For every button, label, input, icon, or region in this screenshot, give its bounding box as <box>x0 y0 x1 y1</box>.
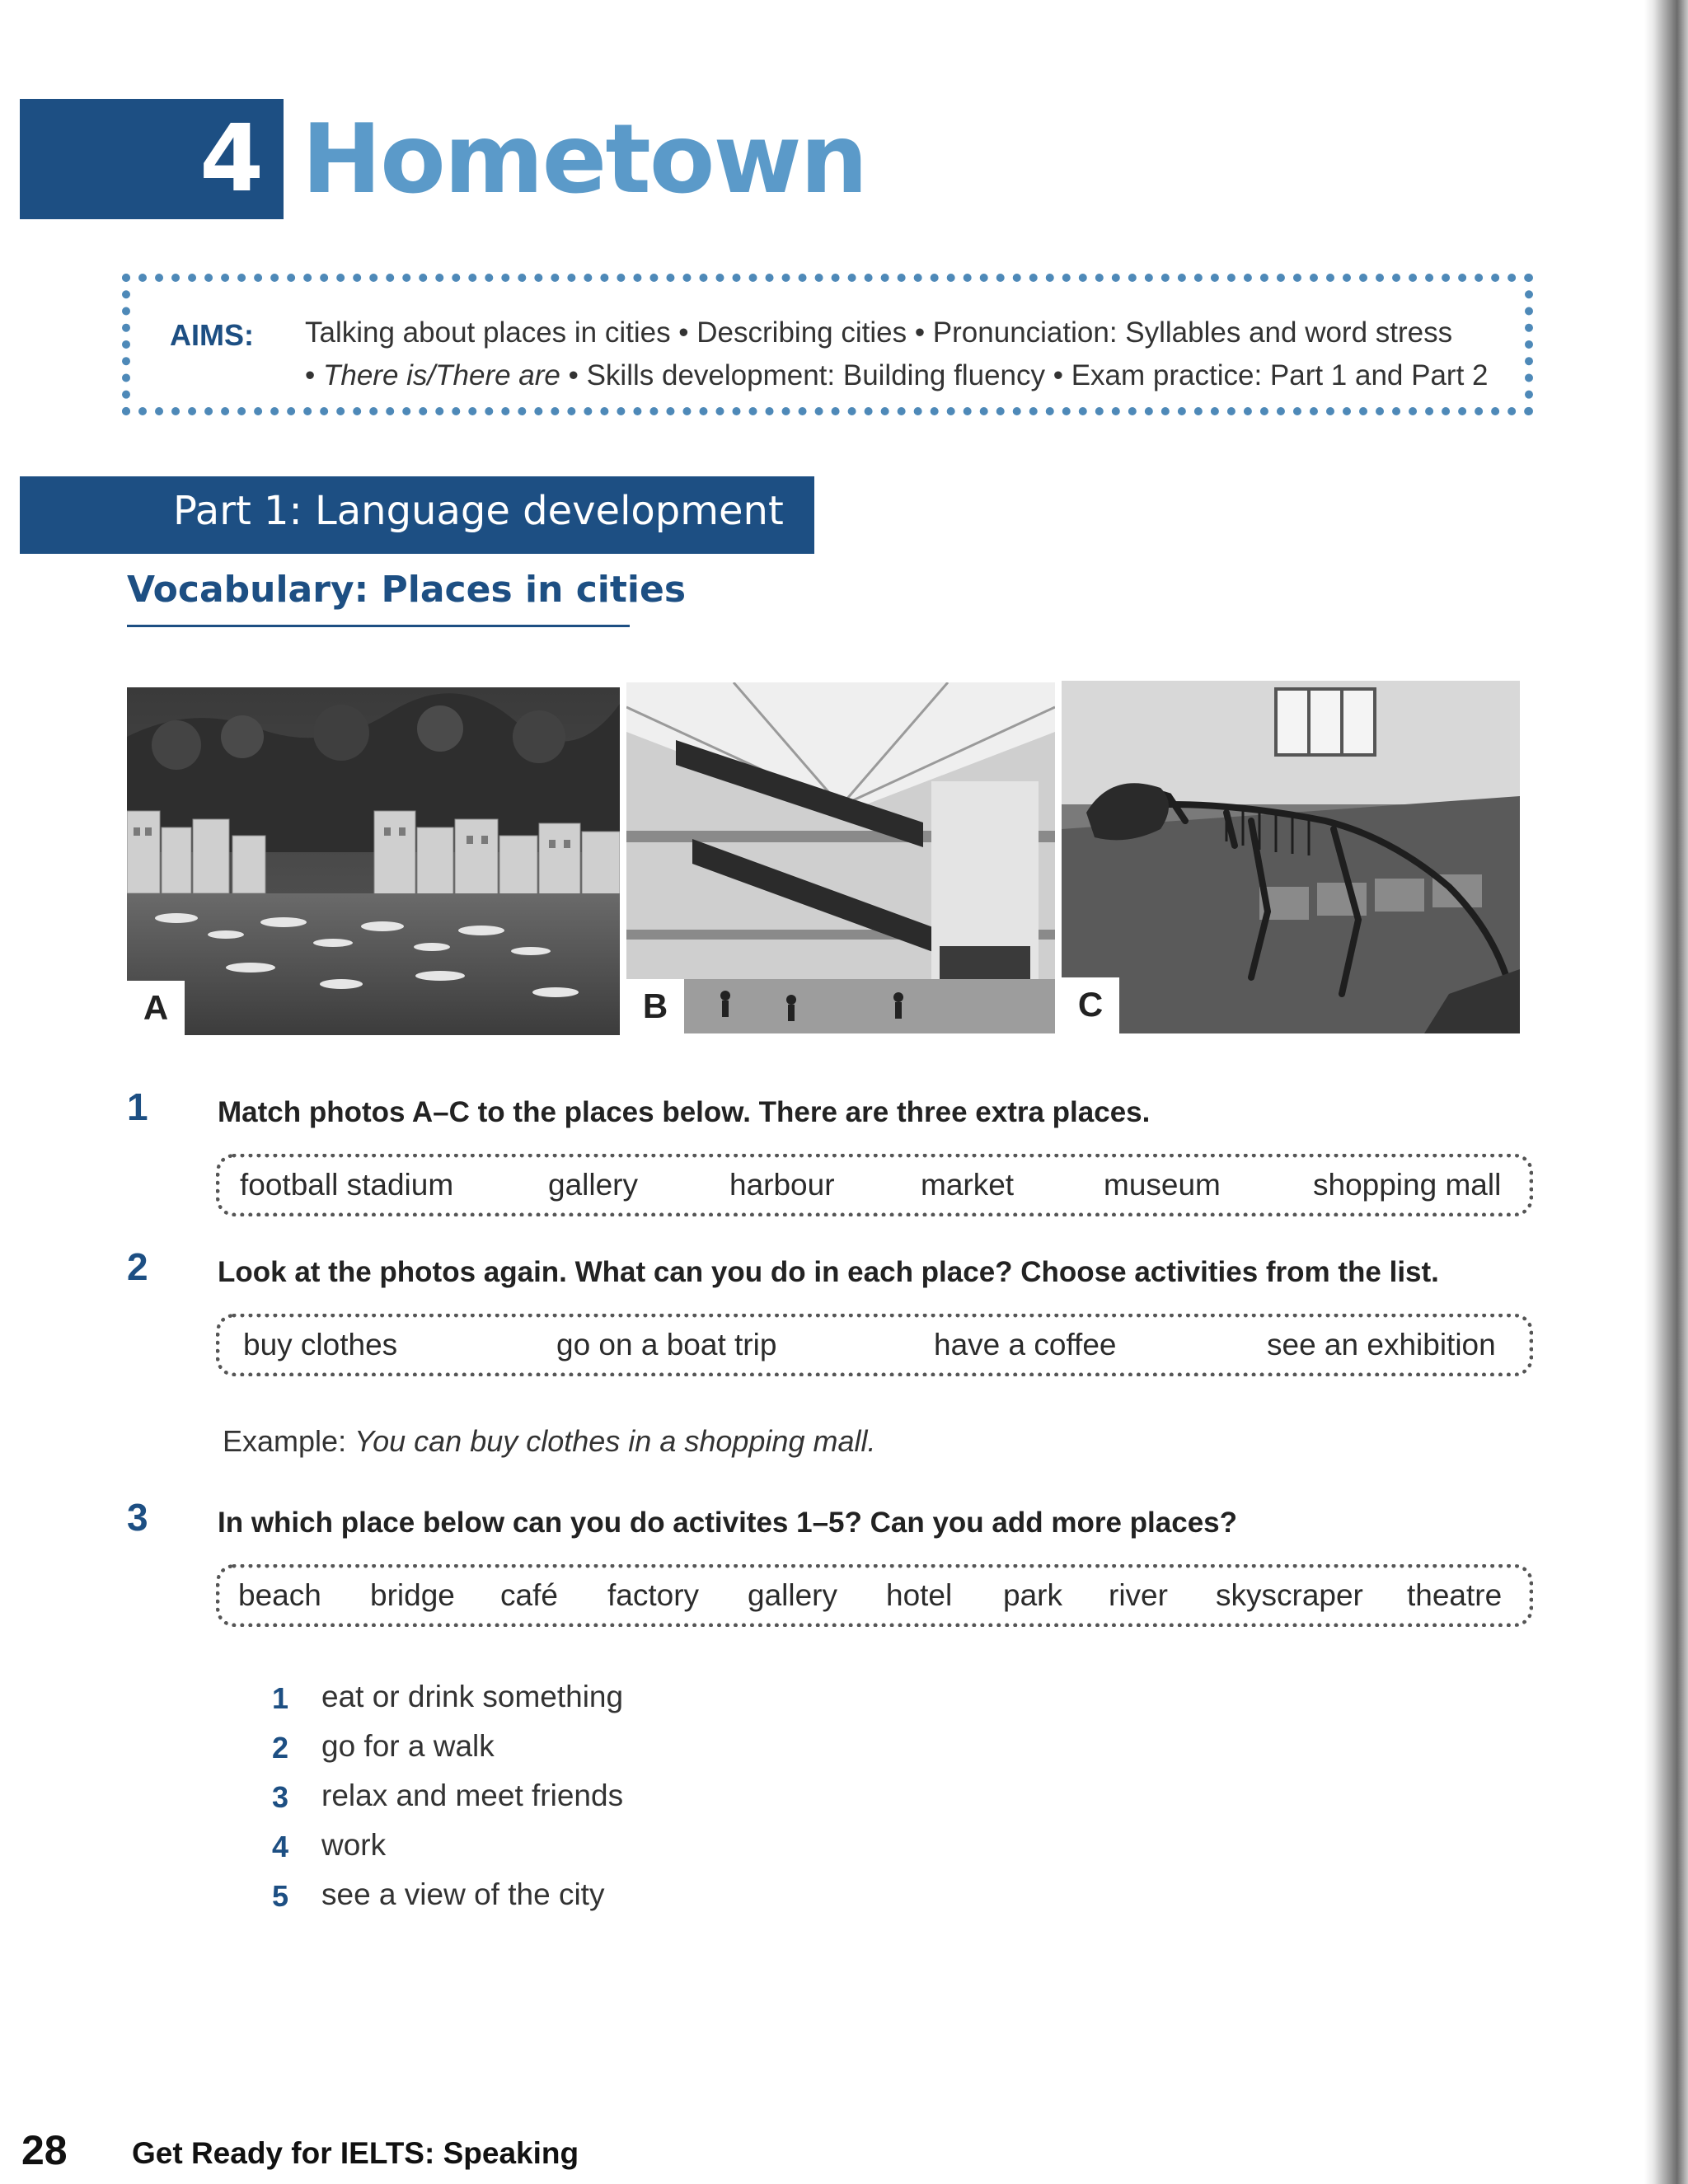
word-box-3-item: gallery <box>748 1578 837 1612</box>
word-box-2-item: see an exhibition <box>1267 1328 1496 1361</box>
exercise-2-number: 2 <box>127 1245 148 1288</box>
word-box-2-item: go on a boat trip <box>556 1328 777 1361</box>
exercise-2-word-box <box>216 1314 1533 1376</box>
photo-a-harbour <box>127 687 620 1035</box>
activity-number: 4 <box>272 1830 289 1863</box>
activity-text: go for a walk <box>321 1729 495 1763</box>
word-box-3-item: skyscraper <box>1216 1578 1363 1612</box>
word-box-3-item: factory <box>607 1578 700 1612</box>
photo-label-a: A <box>127 981 185 1038</box>
activity-number: 2 <box>272 1731 289 1765</box>
page-number: 28 <box>21 2127 68 2173</box>
word-box-2-item: have a coffee <box>934 1328 1117 1361</box>
aims-bullet: • <box>305 359 323 391</box>
aims-grammar-point: There is/There are <box>322 359 560 391</box>
exercise-1-instruction: Match photos A–C to the places below. There are three extra places. <box>218 1096 1151 1128</box>
activity-number: 3 <box>272 1780 289 1814</box>
photo-c-museum <box>1062 681 1520 1033</box>
exercise-3-instruction: In which place below can you do activites 1–5? Can you add more places? <box>218 1507 1238 1539</box>
example-label: Example: <box>223 1424 355 1458</box>
word-box-1-item: shopping mall <box>1313 1168 1502 1202</box>
chapter-title: Hometown <box>302 104 867 215</box>
section-title-underline <box>127 625 630 627</box>
aims-line-2-rest: • Skills development: Building fluency • Exam practice: Part 1 and Part 2 <box>560 359 1489 391</box>
page-gutter-shadow <box>1644 0 1688 2184</box>
word-box-1-item: harbour <box>729 1168 835 1202</box>
chapter-number-block <box>20 99 284 219</box>
photo-label-b: B <box>626 979 684 1037</box>
word-box-3-item: theatre <box>1407 1578 1503 1612</box>
activity-number: 5 <box>272 1879 289 1913</box>
aims-line-1: Talking about places in cities • Describing cities • Pronunciation: Syllables and word stress <box>305 316 1453 349</box>
chapter-number: 4 <box>199 105 264 213</box>
word-box-3-item: café <box>500 1578 558 1612</box>
word-box-3-item: river <box>1109 1578 1168 1612</box>
activity-text: relax and meet friends <box>321 1779 624 1812</box>
word-box-3-item: bridge <box>370 1578 455 1612</box>
activity-text: work <box>321 1828 387 1862</box>
aims-box <box>122 274 1533 415</box>
book-title: Get Ready for IELTS: Speaking <box>132 2136 579 2170</box>
word-box-1-item: market <box>921 1168 1015 1202</box>
activity-number: 1 <box>272 1681 289 1715</box>
activity-text: eat or drink something <box>321 1680 624 1713</box>
exercise-2-example <box>223 1424 876 1459</box>
photo-label-c: C <box>1062 977 1119 1035</box>
word-box-2-item: buy clothes <box>243 1328 398 1361</box>
photo-b-shopping-mall <box>626 682 1055 1033</box>
part-banner <box>20 476 814 554</box>
exercise-3-word-box <box>216 1564 1533 1627</box>
exercise-1-number: 1 <box>127 1085 148 1128</box>
word-box-1-item: museum <box>1104 1168 1221 1202</box>
word-box-1-item: football stadium <box>240 1168 454 1202</box>
part-title: Part 1: Language development <box>173 488 784 534</box>
word-box-1-item: gallery <box>548 1168 638 1202</box>
word-box-3-item: beach <box>238 1578 321 1612</box>
exercise-3-number: 3 <box>127 1496 148 1539</box>
aims-label: AIMS: <box>170 318 254 352</box>
exercise-1-word-box <box>216 1154 1533 1216</box>
word-box-3-item: hotel <box>886 1578 953 1612</box>
word-box-3-item: park <box>1003 1578 1062 1612</box>
exercise-2-instruction: Look at the photos again. What can you do in each place? Choose activities from the list. <box>218 1256 1439 1288</box>
example-sentence: You can buy clothes in a shopping mall. <box>354 1424 876 1458</box>
section-title: Vocabulary: Places in cities <box>127 569 687 611</box>
activity-text: see a view of the city <box>321 1877 605 1911</box>
aims-line-2 <box>305 359 1489 392</box>
